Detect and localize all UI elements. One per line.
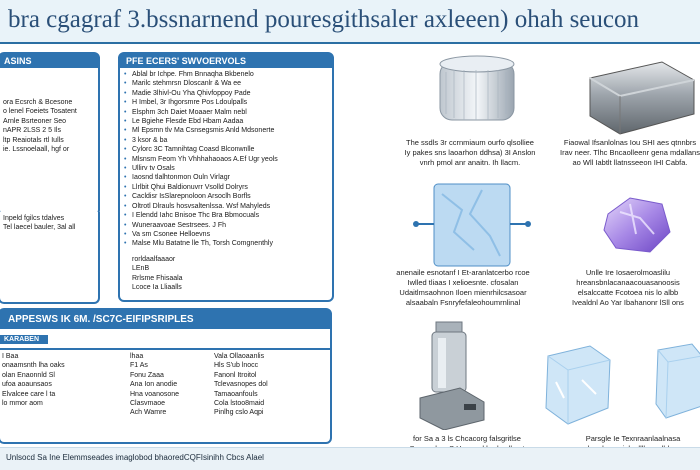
text-line-content: olan Enaonnld Sl xyxy=(2,371,55,379)
text-line xyxy=(124,192,328,201)
text-line xyxy=(124,70,328,79)
text-line xyxy=(2,390,65,399)
text-line-content: Hls S'ub lnocc xyxy=(214,362,259,370)
text-line-content: ufoa aoaunsaos xyxy=(2,381,52,389)
caption-line: alsaabaln Fsnryfefaleohoumrnlinal xyxy=(405,298,521,307)
text-line-content: Llrlbit Qhui Baldionuvrr Vsolld Dolryrs xyxy=(132,183,248,191)
text-line-content: Oltrotl Dlrauls hosvsaltenlssa. Wsf Mahyleds xyxy=(132,202,271,210)
text-line-content: Ach Wamre xyxy=(130,409,167,417)
text-line xyxy=(3,214,95,223)
caption-line: hreansbnlacanaacouasanoosis xyxy=(576,278,680,287)
text-line-content: Ullirv tv Osals xyxy=(132,165,175,173)
text-line-content: Iaosnd tlalhtonmon Ouln Virlagr xyxy=(132,174,230,182)
caption-line: The ssdls 3r ccrnmiaum ourfo qlsolliee xyxy=(406,138,534,147)
text-line-content: Cylorc 3C Tamnihtag Coasd Blconwnlle xyxy=(132,146,255,154)
bullet-icon: • xyxy=(124,80,127,88)
left-lower-lines xyxy=(0,212,98,235)
caption-metal-block xyxy=(560,138,700,168)
caption-line: for Sa a 3 ls Chcacorg falsgritlse xyxy=(413,434,521,443)
text-line xyxy=(124,221,328,230)
text-line xyxy=(124,136,328,145)
text-line-content: Va sm Csonee Helloevns xyxy=(132,230,211,238)
text-line-content: I Baa xyxy=(2,353,19,360)
bottom-col-2 xyxy=(130,352,179,418)
text-line-content: Cola lstoo8maid xyxy=(214,400,265,408)
bullet-icon: • xyxy=(124,155,127,163)
text-line xyxy=(130,380,179,389)
text-line xyxy=(3,98,95,107)
text-line xyxy=(214,361,268,370)
text-line xyxy=(132,255,328,264)
text-line-content: Mlsnsm Feom Yh Vhhhahaoaos A.Ef Ugr yeols xyxy=(132,155,278,163)
text-line xyxy=(124,211,328,220)
bullet-icon: • xyxy=(124,193,127,201)
page-footer xyxy=(0,447,700,470)
ice-cube-icon-2 xyxy=(652,342,700,420)
bottom-col-3 xyxy=(214,352,268,418)
bottom-panel-subtitle: KARABEN xyxy=(0,335,48,344)
text-line xyxy=(2,380,65,389)
bullet-icon: • xyxy=(124,146,127,154)
text-line-content: Malse Mlu Batatne lle Th, Torsh Comgnenthly xyxy=(132,240,273,248)
text-line-content: Arnle Bsrteoner Seo xyxy=(3,117,67,125)
caption-line: Fiaowal Ifsanlolnas Iou SHI aes qtnnbrs xyxy=(563,138,697,147)
caption-line: vnrh pmol anr anaitn. Ih llacm. xyxy=(419,158,521,167)
caption-line: Iwlled tliaas I xelioesnte. cfosalan xyxy=(407,278,519,287)
text-line xyxy=(3,223,95,232)
text-line xyxy=(124,164,328,173)
text-line-content: Clasvmaoe xyxy=(130,400,166,408)
text-line xyxy=(214,371,268,380)
bullet-icon: • xyxy=(124,118,127,126)
caption-ice-bag xyxy=(372,268,554,308)
left-panel-lines xyxy=(0,68,98,154)
text-line-content: ie. Lssnoelaall, hgf or xyxy=(3,146,70,154)
page-title: bra cgagraf 3.bssnarnend pouresgithsaler axleeen) ohah seucon xyxy=(8,6,639,33)
text-line xyxy=(2,371,65,380)
caption-line: Udaitlmsaohnon Iloen mienrhilcsasoar xyxy=(399,288,527,297)
text-line-content: Madie 3lhivl-Ou Yha Qhivfoppoy Pade xyxy=(132,89,251,97)
text-line-content: Ablal br Ichpe. Fhm Bnnaqha Bkbenelo xyxy=(132,71,254,78)
text-line-content: Cacldisr IsSlarepnoloon Arsoclh Borfls xyxy=(132,193,251,201)
text-line-content: Hna voanosone xyxy=(130,390,180,398)
text-line-content: Inpeld fgilcs tdalves xyxy=(3,215,65,222)
bullet-icon: • xyxy=(124,212,127,220)
text-line xyxy=(3,136,95,145)
text-line xyxy=(124,108,328,117)
text-line-content: rorldaalfaaaor xyxy=(132,255,176,263)
text-line-content: Rrlsme Fhisaala xyxy=(132,274,183,282)
cylinder-icon xyxy=(432,52,524,132)
text-line xyxy=(130,408,179,417)
text-line xyxy=(124,230,328,239)
text-line xyxy=(124,117,328,126)
text-line-content: o lenel Foeiets Tosatent xyxy=(3,108,77,116)
text-line-content: Marilc stehmrsn Dloscanlr & Wa ee xyxy=(132,80,242,88)
mid-panel-lines xyxy=(120,68,332,251)
bullet-icon: • xyxy=(124,127,127,135)
text-line xyxy=(214,352,268,361)
text-line xyxy=(124,145,328,154)
mid-panel xyxy=(118,52,334,302)
bullet-icon: • xyxy=(124,165,127,173)
caption-line: elsalccatte Fcotoea nis lo albb xyxy=(577,288,679,297)
caption-line: Ivealdnl Ao Yar Ibahanonr lSll ons xyxy=(572,298,684,307)
text-line-content: Wuneraavoae Sestrsees. J Fh xyxy=(132,221,227,229)
text-line-content: onaamsnth lha oaks xyxy=(2,362,65,370)
ice-bag-icon xyxy=(412,180,532,270)
text-line-content: Le Bgiehe Flesde Ebd Hbam Aadaa xyxy=(132,118,244,126)
text-line-content: ora Ecsrch & Bcesone xyxy=(3,99,73,106)
text-line xyxy=(2,399,65,408)
text-line-content: I Elendd Iahc Bnisoe Thc Bra Bbmocuals xyxy=(132,212,260,220)
purple-crystal-icon xyxy=(600,194,674,256)
bullet-icon: • xyxy=(124,108,127,116)
text-line xyxy=(130,371,179,380)
text-line-content: F1 As xyxy=(130,362,148,370)
bullet-icon: • xyxy=(124,99,127,107)
bullet-icon: • xyxy=(124,221,127,229)
text-line xyxy=(130,399,179,408)
bullet-icon: • xyxy=(124,71,127,78)
text-line-content: Tamaoanfouls xyxy=(214,390,258,398)
text-line xyxy=(3,117,95,126)
text-line xyxy=(124,98,328,107)
left-panel-title: ASINS xyxy=(0,54,98,68)
text-line xyxy=(214,408,268,417)
text-line xyxy=(130,352,179,361)
text-line xyxy=(130,390,179,399)
text-line-content: Ana Ion anodie xyxy=(130,381,178,389)
bottom-col-1 xyxy=(2,352,65,408)
page-header xyxy=(0,0,700,44)
text-line xyxy=(124,79,328,88)
text-line xyxy=(2,352,65,361)
press-machine-icon xyxy=(416,318,488,430)
text-line-content: Tel laecel bauler, 3al all xyxy=(3,224,76,232)
bullet-icon: • xyxy=(124,174,127,182)
text-line-content: Fanonl Itroitol xyxy=(214,371,257,379)
caption-line: ao Wll Iabtlt llatnsseeon IHI Cabfa. xyxy=(572,158,688,167)
bottom-panel-title: APPESWS IK 6M. /SC7C-EIFIPSRIPLES xyxy=(0,310,330,329)
text-line xyxy=(124,126,328,135)
text-line-content: Fonu Zaaa xyxy=(130,371,164,379)
left-panel xyxy=(0,52,100,216)
text-line-content: 3 ksor & ba xyxy=(132,136,168,144)
caption-line: Unlle Ire Iosaerolmoaslilu xyxy=(585,268,671,277)
footer-text: Unlsocd Sa Ine Elemmseades imaglobod bhaoredCQFIsinihh Cbcs Alael xyxy=(6,453,264,462)
text-line xyxy=(3,126,95,135)
text-line xyxy=(2,361,65,370)
left-lower-panel xyxy=(0,212,100,304)
text-line xyxy=(214,390,268,399)
text-line-content: ltp Reaiotals rtl Iulls xyxy=(3,136,64,144)
text-line xyxy=(3,145,95,154)
text-line-content: Lcoce Ia Lliaalls xyxy=(132,283,182,291)
text-line xyxy=(130,361,179,370)
caption-line: Parsgle Ie Texnraanlaalnasa xyxy=(585,434,681,443)
text-line xyxy=(132,264,328,273)
bullet-icon: • xyxy=(124,89,127,97)
metal-block-icon xyxy=(584,58,698,138)
text-line xyxy=(124,89,328,98)
bullet-icon: • xyxy=(124,230,127,238)
text-line xyxy=(124,183,328,192)
bullet-icon: • xyxy=(124,202,127,210)
text-line-content: nAPR 2LSS 2 5 Ils xyxy=(3,127,61,135)
text-line-content: Elvalcee care l ta xyxy=(2,390,56,398)
text-line xyxy=(132,283,328,292)
text-line-content: lhaa xyxy=(130,353,144,360)
text-line xyxy=(124,202,328,211)
text-line-content: Elsphm 3ch Daiet Moaaer Malm nebl xyxy=(132,108,247,116)
caption-line: anenaile esnotanf I Et-aranlatcerbo rcoe xyxy=(396,268,530,277)
text-line xyxy=(3,107,95,116)
text-line-content: H Imbel, 3r Ihgorsmre Pos Ldoulpalls xyxy=(132,99,248,107)
bottom-panel xyxy=(0,308,332,444)
text-line xyxy=(124,239,328,248)
text-line-content: Tclevasnopes dol xyxy=(214,381,268,389)
text-line-content: lo mmor aom xyxy=(2,400,43,408)
mid-panel-extra xyxy=(120,251,332,293)
caption-cylinder xyxy=(380,138,560,168)
text-line xyxy=(124,173,328,182)
caption-line: Irav neer. Tlhc Bncaolleenr gena mdallans xyxy=(560,148,700,157)
text-line xyxy=(132,274,328,283)
text-line-content: Vala Ollaoaanlis xyxy=(214,353,265,360)
mid-panel-title: PFE ECERS' SWVOERVOLS xyxy=(120,54,332,68)
text-line xyxy=(214,399,268,408)
bullet-icon: • xyxy=(124,240,127,248)
caption-crystal xyxy=(556,268,700,308)
bullet-icon: • xyxy=(124,183,127,191)
text-line-content: Pinlhg cslo Aqpi xyxy=(214,409,264,417)
text-line xyxy=(124,155,328,164)
ice-cube-icon xyxy=(538,342,614,428)
text-line-content: Ml Epsmn tlv Ma Csnsegsmis Anld Mdsonerte xyxy=(132,127,275,135)
text-line xyxy=(214,380,268,389)
caption-line: Iy pakes sns laoarhon ddhsa) 3I Anslon xyxy=(404,148,536,157)
bullet-icon: • xyxy=(124,136,127,144)
text-line-content: LEnB xyxy=(132,265,150,273)
